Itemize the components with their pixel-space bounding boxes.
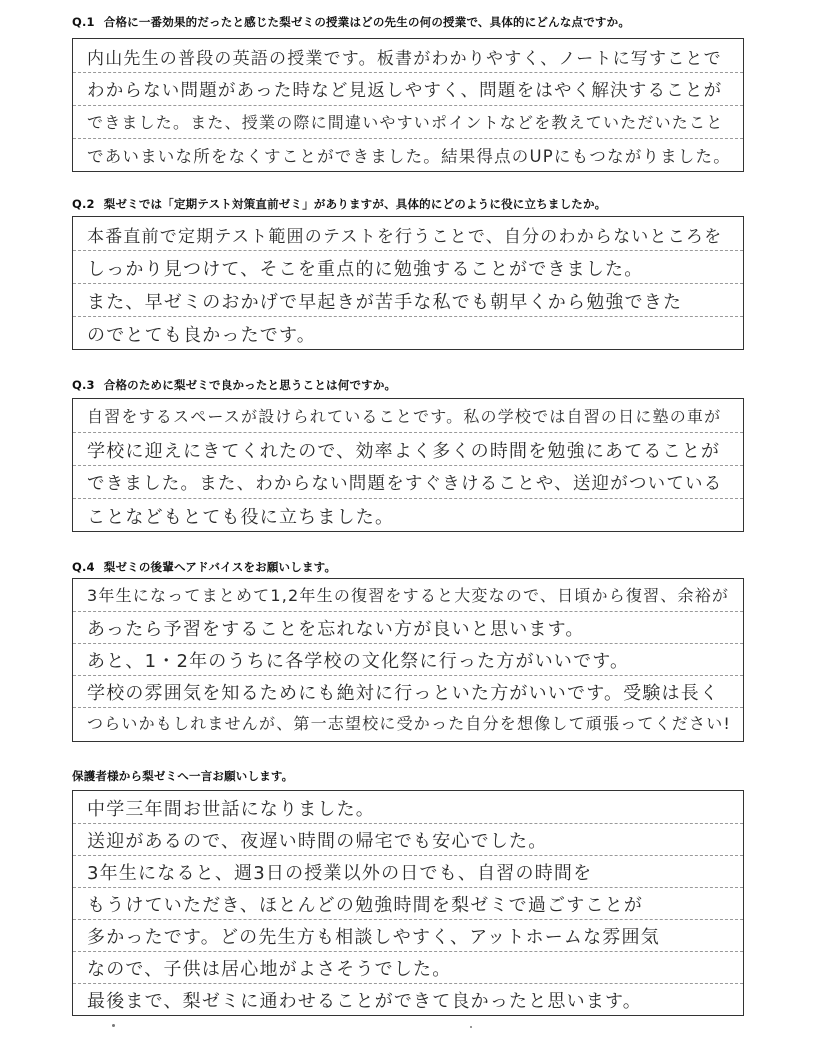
answer-line: であいまいな所をなくすことができました。結果得点のUPにもつながりました。 <box>87 147 731 166</box>
answer-line: 学校の雰囲気を知るためにも絶対に行っといた方がいいです。受験は長く <box>87 683 720 704</box>
answer-line: つらいかもしれませんが、第一志望校に受かった自分を想像して頑張ってください! <box>87 714 732 733</box>
answer-line: できました。また、授業の際に間違いやすいポイントなどを教えていただいたこと <box>87 113 724 132</box>
answer-line: 多かったです。どの先生方も相談しやすく、アットホームな雰囲気 <box>87 927 660 948</box>
question-number: Q.2 <box>72 197 95 211</box>
answer-line: 内山先生の普段の英語の授業です。板書がわかりやすく、ノートに写すことで <box>87 49 722 69</box>
answer-box-q4 <box>72 578 744 742</box>
answer-box-q2 <box>72 216 744 350</box>
answer-line: 3年生になると、週3日の授業以外の日でも、自習の時間を <box>87 863 593 884</box>
answer-line: 中学三年間お世話になりました。 <box>87 799 375 820</box>
answer-line: できました。また、わからない問題をすぐきけることや、送迎がついている <box>87 474 723 494</box>
answer-box-q3 <box>72 398 744 532</box>
answer-line: 3年生になってまとめて1,2年生の復習をすると大変なので、日頃から復習、余裕が <box>87 586 730 605</box>
answer-line: 本番直前で定期テスト範囲のテストを行うことで、自分のわからないところを <box>87 227 723 247</box>
answer-line: 最後まで、梨ゼミに通わせることができて良かったと思います。 <box>87 991 642 1012</box>
question-heading-parents <box>72 768 293 784</box>
question-text: 梨ゼミでは「定期テスト対策直前ゼミ」がありますが、具体的にどのように役に立ちましたか。 <box>103 197 607 211</box>
answer-box-q1 <box>72 38 744 172</box>
answer-line: しっかり見つけて、そこを重点的に勉強することができました。 <box>87 259 644 280</box>
answer-line: 学校に迎えにきてくれたので、効率よく多くの時間を勉強にあてることが <box>87 441 721 462</box>
answer-box-parents <box>72 790 744 1016</box>
question-text: 保護者様から梨ゼミへ一言お願いします。 <box>72 769 294 783</box>
answer-line: 自習をするスペースが設けられていることです。私の学校では自習の日に塾の車が <box>87 407 722 426</box>
question-number: Q.4 <box>72 560 95 574</box>
answer-line: もうけていただき、ほとんどの勉強時間を梨ゼミで過ごすことが <box>87 895 644 916</box>
answer-line: のでとても良かったです。 <box>87 325 316 346</box>
question-number: Q.1 <box>72 15 95 29</box>
answer-line: あと、1・2年のうちに各学校の文化祭に行った方がいいです。 <box>87 651 630 672</box>
scan-speck <box>112 1024 115 1027</box>
question-text: 合格のために梨ゼミで良かったと思うことは何ですか。 <box>103 378 397 392</box>
question-text: 梨ゼミの後輩へアドバイスをお願いします。 <box>103 560 337 574</box>
question-text: 合格に一番効果的だったと感じた梨ゼミの授業はどの先生の何の授業で、具体的にどんな点ですか。 <box>103 15 631 29</box>
question-heading-q2 <box>72 196 606 212</box>
question-heading-q4 <box>72 559 336 575</box>
question-heading-q3 <box>72 377 396 393</box>
answer-line: なので、子供は居心地がよさそうでした。 <box>87 959 452 980</box>
answer-line: わからない問題があった時など見返しやすく、問題をはやく解決することが <box>87 81 723 101</box>
question-heading-q1 <box>72 14 630 30</box>
answer-line: また、早ゼミのおかげで早起きが苦手な私でも朝早くから勉強できた <box>87 292 683 313</box>
scan-speck <box>470 1026 472 1028</box>
answer-line: あったら予習をすることを忘れない方が良いと思います。 <box>87 619 585 640</box>
question-number: Q.3 <box>72 378 95 392</box>
answer-line: 送迎があるので、夜遅い時間の帰宅でも安心でした。 <box>87 831 548 852</box>
answer-line: ことなどもとても役に立ちました。 <box>87 507 395 528</box>
